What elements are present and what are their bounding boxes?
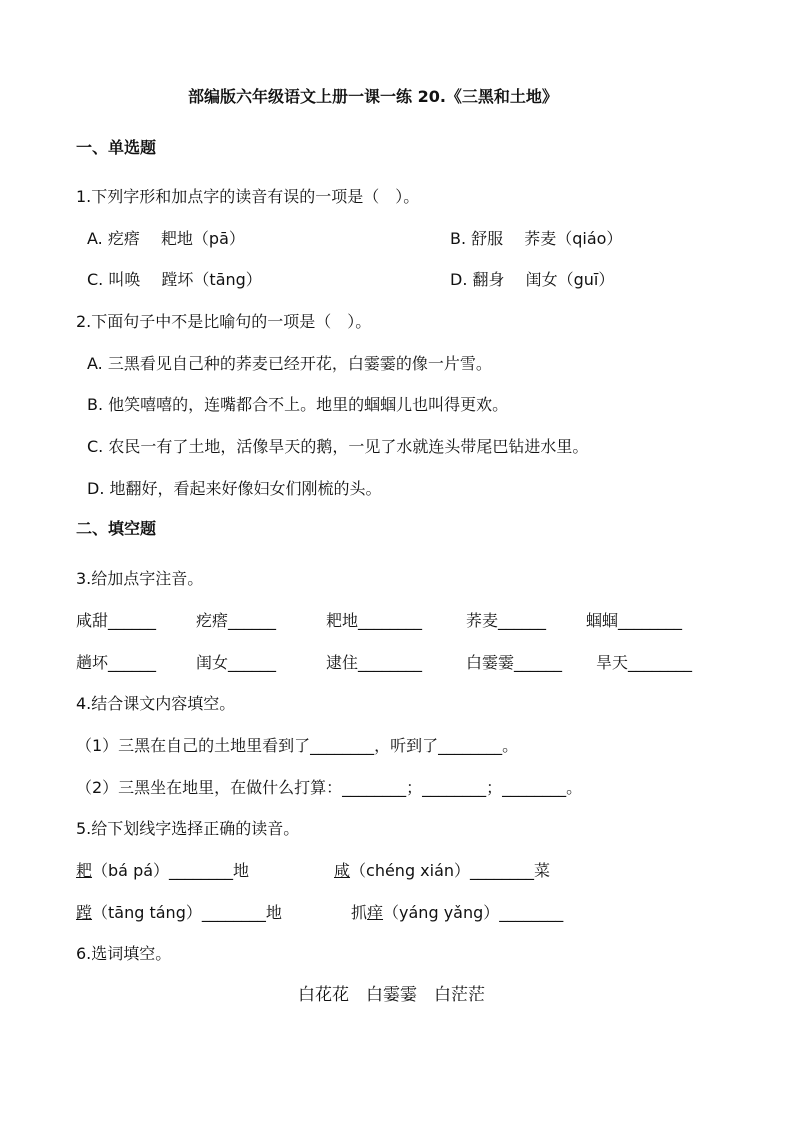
item-prefix: 抓 (351, 903, 368, 922)
question-2-stem: 2.下面句子中不是比喻句的一项是（ ）。 (76, 312, 372, 331)
question-5-item-2 (334, 860, 550, 882)
question-3-item: 趟坏______ (76, 653, 157, 672)
question-6-word-options: 白花花 白霎霎 白茫茫 (298, 985, 485, 1005)
question-4-stem: 4.结合课文内容填空。 (76, 694, 236, 713)
question-3-item: 疙瘩______ (196, 611, 277, 630)
question-3-item: 咸甜______ (76, 611, 157, 630)
question-3-item: 荞麦______ (466, 611, 547, 630)
question-1-option-d: D. 翻身 闺女（guī） (450, 270, 615, 289)
question-2-option-d: D. 地翻好，看起来好像妇女们刚梳的头。 (87, 479, 382, 498)
item-text: （tāng táng）________地 (92, 903, 282, 922)
question-3-item: 耙地________ (326, 611, 423, 630)
item-text: （chéng xián）________菜 (350, 861, 551, 880)
question-1-option-a: A. 疙瘩 耙地（pā） (87, 229, 245, 248)
question-3-item: 旱天________ (596, 653, 693, 672)
underlined-char: 痒 (367, 903, 384, 922)
underlined-char: 咸 (334, 861, 351, 880)
item-text: （bá pá）________地 (92, 861, 250, 880)
underlined-char: 蹚 (76, 903, 93, 922)
question-4-line-1: （1）三黑在自己的土地里看到了________，听到了________。 (76, 736, 519, 755)
question-5-item-4 (351, 902, 563, 924)
question-1-option-c: C. 叫唤 蹚坏（tāng） (87, 270, 262, 289)
section-heading-single-choice: 一、单选题 (76, 138, 157, 157)
question-3-item: 逮住________ (326, 653, 423, 672)
question-3-item: 闺女______ (196, 653, 277, 672)
question-2-option-c: C. 农民一有了土地，活像旱天的鹅，一见了水就连头带尾巴钻进水里。 (87, 437, 589, 456)
item-text: （yáng yǎng）________ (383, 903, 564, 922)
question-3-stem: 3.给加点字注音。 (76, 569, 204, 588)
underlined-char: 耙 (76, 861, 93, 880)
question-5-item-3 (76, 902, 282, 924)
page-title: 部编版六年级语文上册一课一练 20.《三黑和土地》 (188, 87, 558, 106)
question-2-option-b: B. 他笑嘻嘻的，连嘴都合不上。地里的蝈蝈儿也叫得更欢。 (87, 395, 509, 414)
question-5-item-1 (76, 860, 249, 882)
question-2-option-a: A. 三黑看见自己种的荞麦已经开花，白霎霎的像一片雪。 (87, 354, 492, 373)
question-4-line-2: （2）三黑坐在地里，在做什么打算：________；________；________。 (76, 778, 583, 797)
question-1-stem: 1.下列字形和加点字的读音有误的一项是（ ）。 (76, 187, 420, 206)
question-5-stem: 5.给下划线字选择正确的读音。 (76, 819, 300, 838)
question-3-item: 白霎霎______ (466, 653, 563, 672)
question-1-option-b: B. 舒服 荞麦（qiáo） (450, 229, 623, 248)
question-3-item: 蝈蝈________ (586, 611, 683, 630)
question-6-stem: 6.选词填空。 (76, 944, 172, 963)
section-heading-fill-in: 二、填空题 (76, 519, 157, 538)
